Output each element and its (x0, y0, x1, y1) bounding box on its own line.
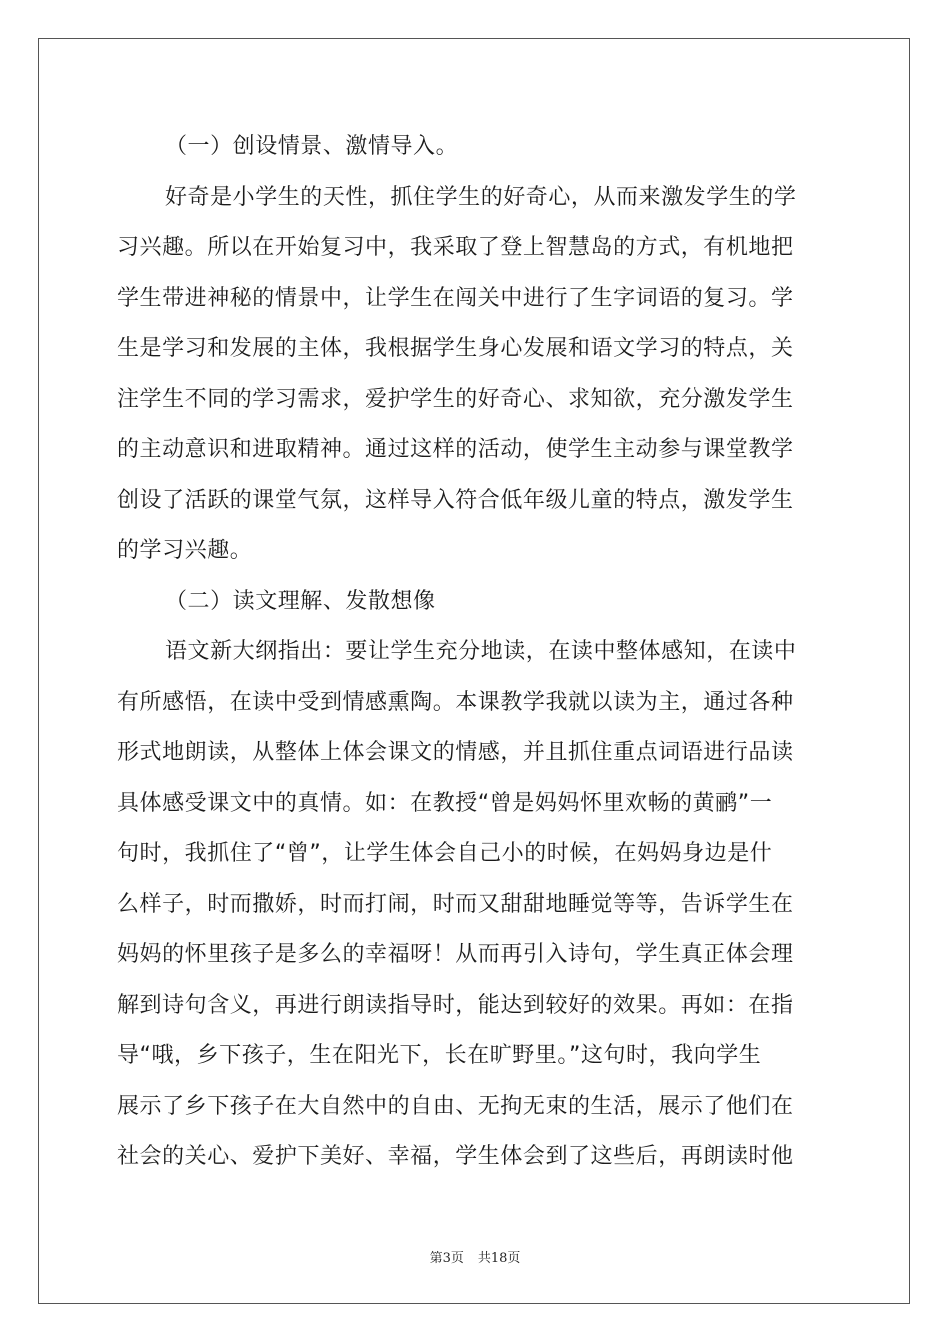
paragraph-line: 习兴趣。所以在开始复习中，我采取了登上智慧岛的方式，有机地把 (117, 235, 794, 260)
paragraph-line: 导“哦，乡下孩子，生在阳光下，长在旷野里。”这句时，我向学生 (117, 1043, 762, 1068)
page-number: 第3页 (429, 1251, 464, 1266)
paragraph-line: 注学生不同的学习需求，爱护学生的好奇心、求知欲，充分激发学生 (117, 386, 794, 412)
section-heading-2: （二）读文理解、发散想像 (165, 588, 436, 614)
paragraph-line: 形式地朗读，从整体上体会课文的情感，并且抓住重点词语进行品读 (117, 740, 794, 765)
section-heading-1: （一）创设情景、激情导入。 (165, 134, 459, 159)
paragraph-line: 的学习兴趣。 (117, 538, 253, 563)
paragraph-line: 的主动意识和进取精神。通过这样的活动，使学生主动参与课堂教学 (117, 437, 794, 462)
paragraph-line: 好奇是小学生的天性，抓住学生的好奇心，从而来激发学生的学 (165, 184, 797, 210)
paragraph-line: 社会的关心、爱护下美好、幸福，学生体会到了这些后，再朗读时他 (117, 1144, 794, 1169)
paragraph-line: 学生带进神秘的情景中，让学生在闯关中进行了生字词语的复习。学 (117, 285, 794, 311)
paragraph-line: 么样子，时而撒娇，时而打闹，时而又甜甜地睡觉等等，告诉学生在 (117, 891, 794, 917)
paragraph-line: 有所感悟，在读中受到情感熏陶。本课教学我就以读为主，通过各种 (117, 689, 794, 715)
paragraph-line: 生是学习和发展的主体，我根据学生身心发展和语文学习的特点，关 (117, 336, 794, 361)
page-footer (0, 1247, 950, 1266)
paragraph-line: 语文新大纲指出：要让学生充分地读，在读中整体感知，在读中 (165, 639, 797, 664)
paragraph-line: 展示了乡下孩子在大自然中的自由、无拘无束的生活，展示了他们在 (117, 1093, 794, 1119)
document-body (117, 122, 833, 1183)
paragraph-line: 具体感受课文中的真情。如：在教授“曾是妈妈怀里欢畅的黄鹂”一 (117, 790, 773, 816)
paragraph-line: 句时，我抓住了“曾”，让学生体会自己小的时候，在妈妈身边是什 (117, 841, 773, 866)
paragraph-line: 解到诗句含义，再进行朗读指导时，能达到较好的效果。再如：在指 (117, 992, 794, 1018)
paragraph-line: 妈妈的怀里孩子是多么的幸福呀！从而再引入诗句，学生真正体会理 (117, 942, 794, 967)
page-total: 共18页 (477, 1251, 521, 1266)
paragraph-line: 创设了活跃的课堂气氛，这样导入符合低年级儿童的特点，激发学生 (117, 487, 794, 513)
